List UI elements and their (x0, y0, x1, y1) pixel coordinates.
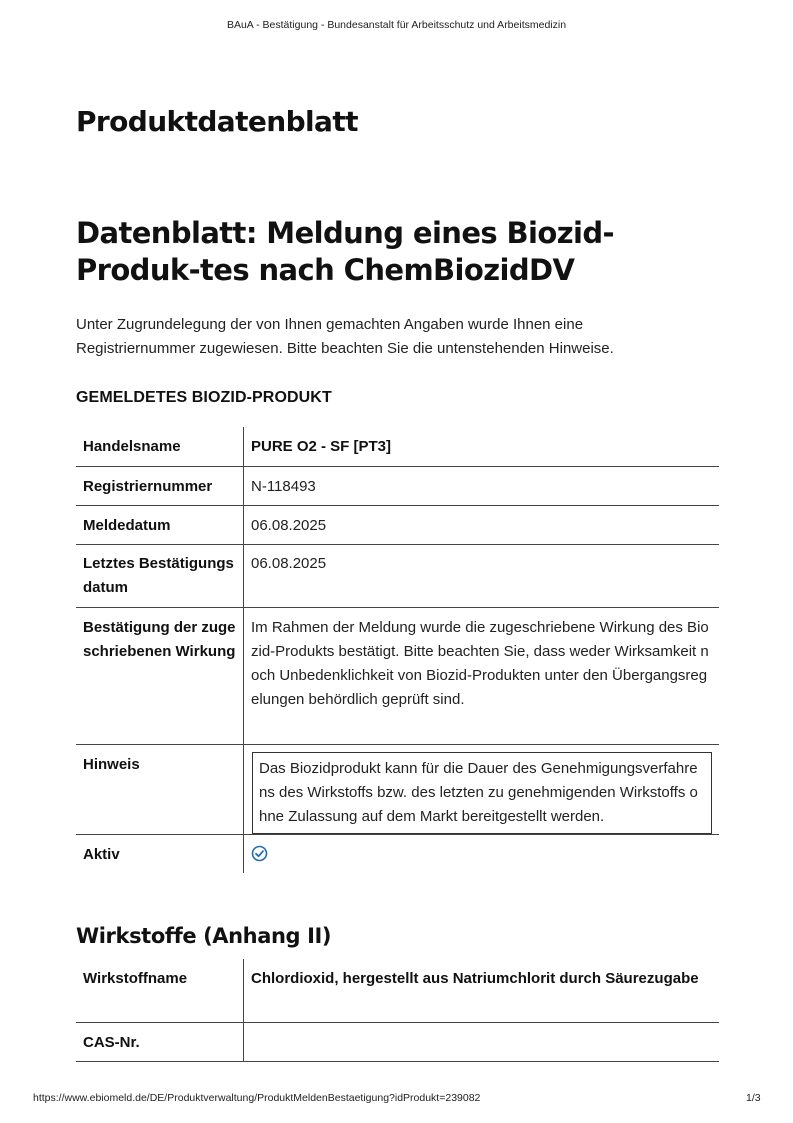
registriernummer-label: Registriernummer (76, 466, 244, 505)
wirkstoffname-value: Chlordioxid, hergestellt aus Natriumchlorit durch Säurezugabe (244, 959, 720, 1022)
meldedatum-value: 06.08.2025 (244, 505, 720, 544)
letztes-bestaetigungsdatum-label: Letztes Bestätigungsdatum (76, 544, 244, 607)
table-row (76, 1022, 719, 1061)
intro-text (76, 313, 726, 361)
table-row (76, 959, 719, 1022)
section-title: Datenblatt: Meldung eines Biozid-Produk-tes nach ChemBiozidDV (76, 216, 614, 287)
wirkstoffe-title: Wirkstoffe (Anhang II) (76, 924, 332, 948)
intro-line-1: Unter Zugrundelegung der von Ihnen gemachten Angaben wurde Ihnen eine (76, 316, 584, 333)
cas-nr-value (244, 1022, 720, 1061)
table-row (76, 607, 719, 744)
product-section-title: GEMELDETES BIOZID-PRODUKT (76, 389, 332, 406)
wirkung-text: Im Rahmen der Meldung wurde die zugeschriebene Wirkung des Biozid-Produkts bestätigt. Bitte beachten Sie, dass weder Wirksamkeit noch Unbedenklichkeit von Biozid-Produkten unter den Übergangsregelungen behördlich geprüft sind. (244, 607, 720, 744)
footer-page-number: 1/3 (746, 1092, 761, 1104)
handelsname-value: PURE O2 - SF [PT3] (244, 427, 720, 466)
footer-url: https://www.ebiomeld.de/DE/Produktverwaltung/ProduktMeldenBestaetigung?idProdukt=239082 (33, 1092, 481, 1104)
intro-line-2: Registriernummer zugewiesen. Bitte beachten Sie die untenstehenden Hinweise. (76, 340, 614, 357)
table-row (76, 427, 719, 466)
handelsname-label: Handelsname (76, 427, 244, 466)
letztes-bestaetigungsdatum-value: 06.08.2025 (244, 544, 720, 607)
table-row (76, 505, 719, 544)
table-row (76, 744, 719, 834)
table-row (76, 544, 719, 607)
wirkung-label: Bestätigung der zugeschriebenen Wirkung (76, 607, 244, 744)
wirkstoffe-table (76, 959, 719, 1062)
aktiv-label: Aktiv (76, 834, 244, 873)
product-table (76, 427, 719, 873)
meldedatum-label: Meldedatum (76, 505, 244, 544)
registriernummer-value: N-118493 (244, 466, 720, 505)
table-row (76, 834, 719, 873)
table-row (76, 466, 719, 505)
print-header: BAuA - Bestätigung - Bundesanstalt für Arbeitsschutz und Arbeitsmedizin (226, 19, 567, 31)
wirkstoffname-label: Wirkstoffname (76, 959, 244, 1022)
check-circle-icon (251, 845, 268, 862)
hinweis-notice: Das Biozidprodukt kann für die Dauer des Genehmigungsverfahrens des Wirkstoffs bzw. des letzten zu genehmigenden Wirkstoffs ohne Zulassung auf dem Markt bereitgestellt werden. (252, 752, 712, 834)
hinweis-label: Hinweis (76, 744, 244, 834)
cas-nr-label: CAS-Nr. (76, 1022, 244, 1061)
page-title: Produktdatenblatt (76, 105, 358, 138)
